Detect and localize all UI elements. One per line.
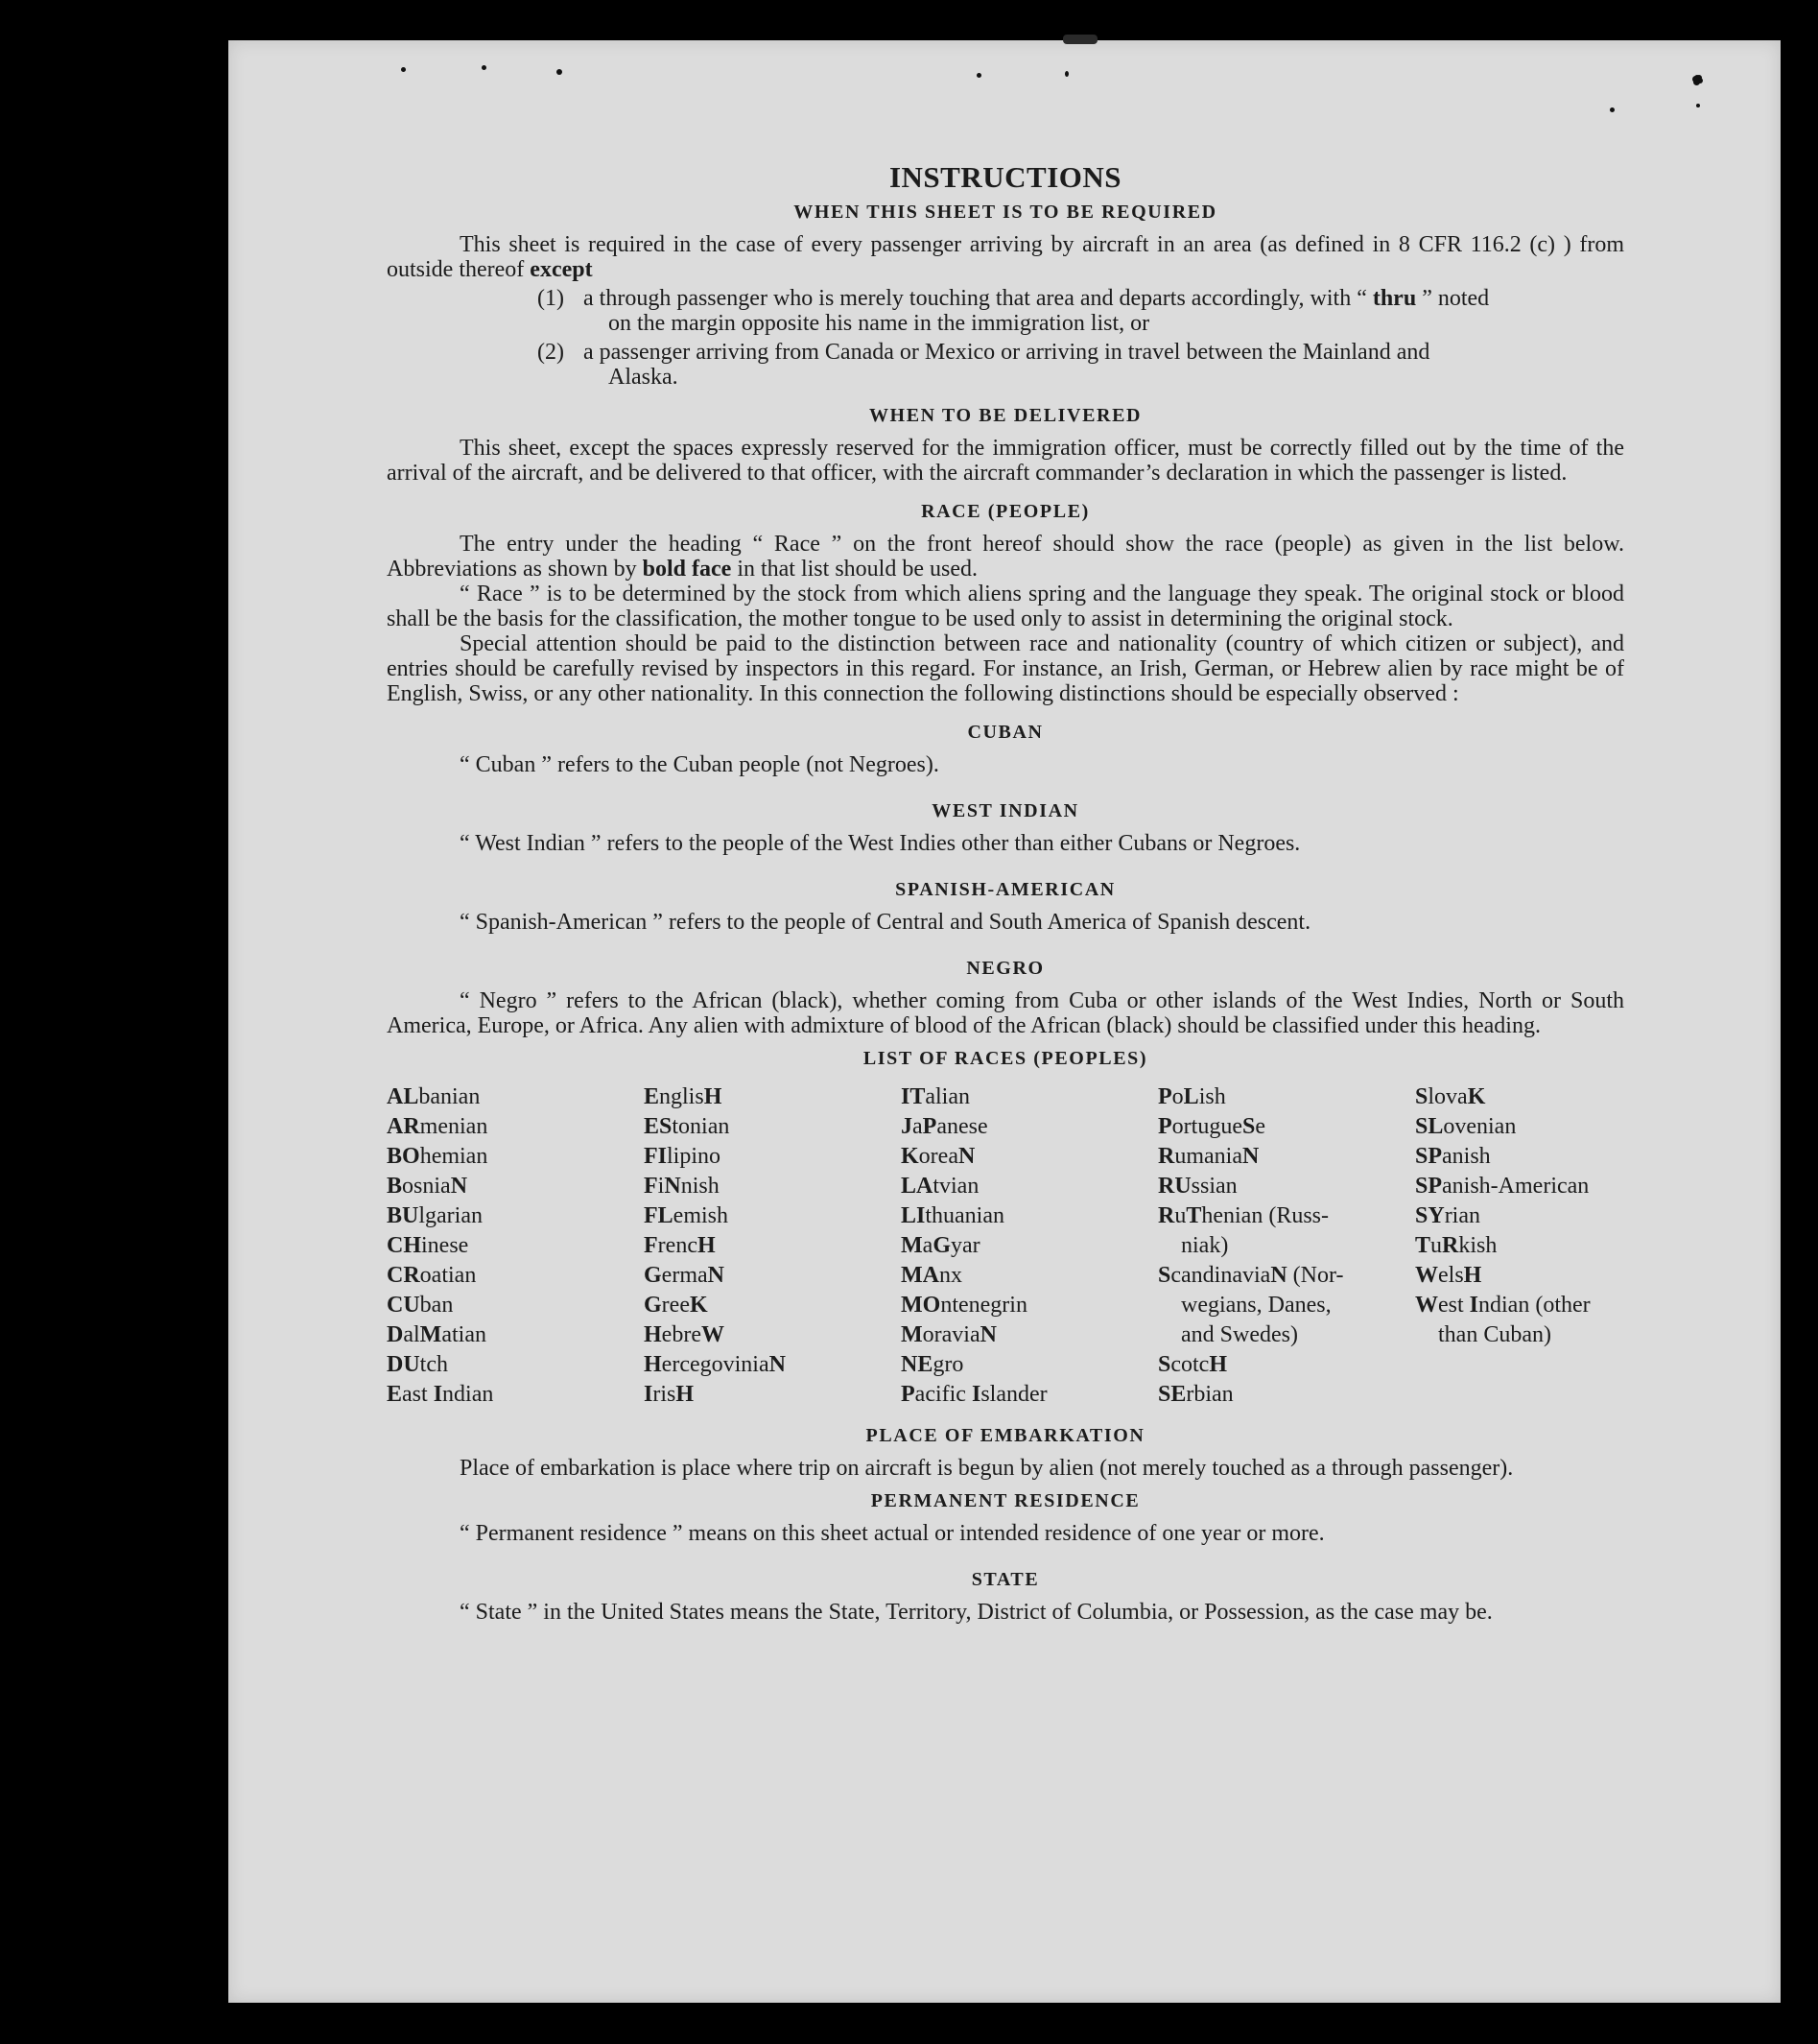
race-text: nglis [659, 1084, 704, 1109]
heading-west-indian: WEST INDIAN [932, 800, 1079, 821]
race-abbreviation: LI [901, 1203, 926, 1228]
race-text: anese [936, 1114, 988, 1139]
race-abbreviation: G [644, 1263, 662, 1288]
race-text: tonian [672, 1114, 730, 1139]
race-item [901, 1350, 1158, 1380]
race-text: candinavia [1170, 1263, 1271, 1288]
race-abbreviation: W [1415, 1293, 1438, 1318]
races-column-2 [644, 1082, 901, 1410]
paragraph-race-3: Special attention should be paid to the distinction between race and nationality (country of which citizen or subject), and entries should be carefully revised by inspectors in this regard. For instance, an Irish, German, or Hebrew alien by race might be of English, Swiss, or any other nationality. In this connection the following distinctions should be especially observed : [387, 631, 1624, 706]
race-text: osnia [402, 1174, 451, 1199]
race-text: menian [419, 1114, 488, 1139]
clause-text-part: ” noted [1416, 286, 1490, 311]
race-abbreviation: FL [644, 1203, 673, 1228]
race-abbreviation: R [1442, 1233, 1459, 1258]
race-text: ovenian [1443, 1114, 1517, 1139]
race-abbreviation: BU [387, 1203, 419, 1228]
race-text: erma [661, 1263, 708, 1288]
races-column-4 [1158, 1082, 1415, 1410]
race-text: i [657, 1174, 665, 1199]
race-item [1158, 1231, 1415, 1261]
race-item [644, 1201, 901, 1231]
clause-text [583, 340, 1624, 390]
race-item [1158, 1291, 1415, 1320]
race-item [1415, 1172, 1626, 1201]
race-abbreviation: SE [1158, 1382, 1187, 1407]
race-item [387, 1261, 644, 1291]
race-text: rbian [1186, 1382, 1234, 1407]
paragraph-required [387, 232, 1624, 282]
page-title: INSTRUCTIONS [888, 160, 1121, 194]
race-abbreviation: K [1467, 1084, 1486, 1109]
race-item [901, 1380, 1158, 1410]
race-abbreviation: I [1469, 1293, 1479, 1318]
race-item [644, 1142, 901, 1172]
race-text: ssian [1191, 1174, 1238, 1199]
race-text: a [922, 1233, 933, 1258]
paragraph-text: The entry under the heading “ Race ” on the front hereof should show the race (people) as given in the list below. Abbreviations as shown by [387, 532, 1624, 582]
paragraph-race-1 [387, 532, 1624, 582]
race-text: o [1171, 1084, 1184, 1109]
race-abbreviation: SY [1415, 1203, 1445, 1228]
heading-when-delivered: WHEN TO BE DELIVERED [868, 405, 1143, 426]
race-abbreviation: S [1241, 1114, 1256, 1139]
race-abbreviation: NE [901, 1352, 933, 1377]
race-item [644, 1112, 901, 1142]
clause-text-continuation: Alaska. [608, 365, 678, 390]
race-abbreviation: MA [901, 1263, 939, 1288]
race-abbreviation: G [933, 1233, 951, 1258]
race-abbreviation: N [450, 1174, 468, 1199]
race-abbreviation: ES [644, 1114, 673, 1139]
heading-list-of-races: LIST OF RACES (PEOPLES) [862, 1048, 1148, 1069]
race-text: renc [657, 1233, 697, 1258]
race-abbreviation: H [703, 1084, 722, 1109]
race-abbreviation: S [1415, 1084, 1428, 1109]
race-text: acific [914, 1382, 972, 1407]
race-abbreviation: P [901, 1382, 915, 1407]
race-item [387, 1231, 644, 1261]
race-abbreviation: H [675, 1382, 695, 1407]
bold-text: bold face [642, 557, 732, 582]
race-abbreviation: E [644, 1084, 660, 1109]
race-abbreviation: R [1158, 1144, 1175, 1169]
race-text: alian [925, 1084, 970, 1109]
races-column-5 [1415, 1082, 1626, 1410]
race-text: ndian [442, 1382, 494, 1407]
race-text: niak) [1181, 1233, 1229, 1258]
race-abbreviation: F [644, 1174, 658, 1199]
race-item [387, 1350, 644, 1380]
race-item [901, 1142, 1158, 1172]
race-text: a [912, 1114, 923, 1139]
race-abbreviation: D [387, 1322, 404, 1347]
race-abbreviation: S [1158, 1352, 1171, 1377]
race-text: ebre [661, 1322, 701, 1347]
race-abbreviation: CU [387, 1293, 420, 1318]
race-abbreviation: T [1415, 1233, 1431, 1258]
race-abbreviation: W [700, 1322, 724, 1347]
race-item [1158, 1172, 1415, 1201]
race-item [901, 1201, 1158, 1231]
race-item [1415, 1112, 1626, 1142]
race-text: lova [1428, 1084, 1468, 1109]
race-abbreviation: I [644, 1382, 653, 1407]
race-abbreviation: IT [901, 1084, 926, 1109]
scan-speck [977, 73, 981, 78]
race-item [1158, 1142, 1415, 1172]
race-abbreviation: F [644, 1233, 658, 1258]
race-item [1158, 1082, 1415, 1112]
paragraph-west-indian: “ West Indian ” refers to the people of the West Indies other than either Cubans or Negroes. [460, 831, 1301, 856]
race-text: kish [1458, 1233, 1498, 1258]
race-text: u [1430, 1233, 1443, 1258]
paragraph-race-2: “ Race ” is to be determined by the stock from which aliens spring and the language they speak. The original stock or blood shall be the basis for the classification, the mother tongue to be used only to assist in determining the original stock. [387, 582, 1624, 631]
race-text: nx [938, 1263, 962, 1288]
race-abbreviation: N [664, 1174, 681, 1199]
race-text: ast [402, 1382, 434, 1407]
race-item [1415, 1142, 1626, 1172]
race-abbreviation: M [901, 1233, 923, 1258]
heading-spanish-american: SPANISH-AMERICAN [895, 879, 1116, 900]
race-item [387, 1291, 644, 1320]
race-abbreviation: MO [901, 1293, 941, 1318]
clause-2 [537, 340, 1624, 390]
race-text: ree [661, 1293, 690, 1318]
race-abbreviation: AR [387, 1114, 420, 1139]
race-item [901, 1082, 1158, 1112]
race-abbreviation: N [980, 1322, 997, 1347]
race-abbreviation: LA [901, 1174, 933, 1199]
race-abbreviation: B [387, 1174, 403, 1199]
race-item [387, 1112, 644, 1142]
race-text: al [403, 1322, 420, 1347]
race-text: ntenegrin [940, 1293, 1027, 1318]
instructions-content [387, 160, 1624, 1625]
race-item [644, 1380, 901, 1410]
race-item [644, 1261, 901, 1291]
race-text: ban [419, 1293, 454, 1318]
race-abbreviation: E [387, 1382, 403, 1407]
race-abbreviation: G [644, 1293, 662, 1318]
race-abbreviation: BO [387, 1144, 420, 1169]
race-abbreviation: H [697, 1233, 716, 1258]
race-item [644, 1082, 901, 1112]
scan-speck [1610, 107, 1615, 112]
scan-speck [1696, 104, 1700, 107]
race-text: henian (Russ- [1201, 1203, 1330, 1228]
race-item [387, 1380, 644, 1410]
paragraph-text: This sheet is required in the case of every passenger arriving by aircraft in an area (as defined in 8 CFR 116.2 (c) ) from outside thereof [387, 232, 1624, 282]
race-item [1415, 1231, 1626, 1261]
race-item [644, 1320, 901, 1350]
race-item [1158, 1350, 1415, 1380]
race-abbreviation: M [901, 1322, 923, 1347]
race-abbreviation: FI [644, 1144, 667, 1169]
race-abbreviation: N [1241, 1144, 1260, 1169]
race-item [901, 1172, 1158, 1201]
race-text: umania [1174, 1144, 1242, 1169]
race-text: atian [441, 1322, 486, 1347]
race-item [644, 1350, 901, 1380]
race-item [1158, 1320, 1415, 1350]
paragraph-delivered: This sheet, except the spaces expressly reserved for the immigration officer, must be correctly filled out by the time of the arrival of the aircraft, and be delivered to that officer, with the aircraft commander’s declaration in which the passenger is listed. [387, 436, 1624, 486]
race-abbreviation: T [1186, 1203, 1202, 1228]
heading-cuban: CUBAN [967, 722, 1044, 743]
race-abbreviation: H [644, 1322, 662, 1347]
race-abbreviation: N [957, 1144, 976, 1169]
race-item [901, 1320, 1158, 1350]
race-text: rian [1444, 1203, 1480, 1228]
race-text: thuanian [925, 1203, 1004, 1228]
race-abbreviation: H [644, 1352, 662, 1377]
race-text: emish [673, 1203, 728, 1228]
paragraph-text: refers to the Cuban people (not Negroes). [556, 752, 939, 777]
race-abbreviation: K [689, 1293, 708, 1318]
race-abbreviation: RU [1158, 1174, 1192, 1199]
paragraph-negro: “ Negro ” refers to the African (black), whether coming from Cuba or other islands of the West Indies, North or South America, Europe, or Africa. Any alien with admixture of blood of the African (black) should be classified under this heading. [387, 988, 1624, 1038]
heading-when-required: WHEN THIS SHEET IS TO BE REQUIRED [793, 202, 1217, 223]
race-abbreviation: K [901, 1144, 919, 1169]
scan-speck [1692, 76, 1699, 83]
scan-mark [1063, 35, 1098, 44]
race-text: slander [980, 1382, 1048, 1407]
race-text: ris [652, 1382, 676, 1407]
heading-race: RACE (PEOPLE) [921, 501, 1090, 522]
race-text: lipino [667, 1144, 721, 1169]
race-item [387, 1201, 644, 1231]
race-abbreviation: N [768, 1352, 786, 1377]
race-text: cotc [1170, 1352, 1210, 1377]
scan-speck [1065, 71, 1069, 77]
race-item [901, 1112, 1158, 1142]
race-abbreviation: P [1158, 1084, 1172, 1109]
race-abbreviation: S [1158, 1263, 1171, 1288]
paragraph-state: “ State ” in the United States means the State, Territory, District of Columbia, or Possession, as the case may be. [460, 1600, 1493, 1625]
race-text: els [1438, 1263, 1464, 1288]
race-abbreviation: I [971, 1382, 981, 1407]
race-item [644, 1231, 901, 1261]
race-text: orea [918, 1144, 958, 1169]
races-column-1 [387, 1082, 644, 1410]
race-item [1415, 1201, 1626, 1231]
race-abbreviation: SP [1415, 1174, 1443, 1199]
paragraph-text: in that list should be used. [731, 557, 978, 582]
race-text: e [1255, 1114, 1265, 1139]
race-text: and Swedes) [1181, 1322, 1298, 1347]
scan-speck [556, 69, 562, 75]
document-sheet [228, 40, 1781, 2003]
race-text: banian [418, 1084, 481, 1109]
race-text: gro [933, 1352, 964, 1377]
paragraph-cuban [387, 752, 1624, 777]
race-abbreviation: R [1158, 1203, 1175, 1228]
race-text: oatian [419, 1263, 477, 1288]
paragraph-permanent-residence: “ Permanent residence ” means on this sheet actual or intended residence of one year or more. [460, 1521, 1325, 1546]
heading-negro: NEGRO [966, 958, 1045, 979]
race-item [644, 1291, 901, 1320]
clause-text-part: a passenger arriving from Canada or Mexico or arriving in travel between the Mainland and [583, 340, 1430, 365]
race-text: est [1438, 1293, 1470, 1318]
race-abbreviation: J [901, 1114, 912, 1139]
race-abbreviation: W [1415, 1263, 1438, 1288]
race-item [1415, 1261, 1626, 1291]
race-item [1158, 1201, 1415, 1231]
race-item [644, 1172, 901, 1201]
race-text: tvian [933, 1174, 980, 1199]
clause-text-continuation: on the margin opposite his name in the immigration list, or [608, 311, 1150, 336]
race-item [901, 1231, 1158, 1261]
race-abbreviation: L [1183, 1084, 1199, 1109]
race-text: oravia [922, 1322, 980, 1347]
race-text: than Cuban) [1438, 1322, 1551, 1347]
race-text: wegians, Danes, [1181, 1293, 1332, 1318]
race-abbreviation: I [433, 1382, 443, 1407]
race-item [901, 1261, 1158, 1291]
race-item [1415, 1320, 1626, 1350]
clause-number: (2) [537, 340, 564, 365]
race-text: yar [950, 1233, 980, 1258]
race-abbreviation: SP [1415, 1144, 1443, 1169]
race-item [1158, 1112, 1415, 1142]
race-item [1415, 1291, 1626, 1320]
race-text: ish [1198, 1084, 1226, 1109]
bold-text: except [530, 257, 593, 282]
race-item [1415, 1082, 1626, 1112]
race-text: tch [419, 1352, 448, 1377]
paragraph-embarkation: Place of embarkation is place where trip on aircraft is begun by alien (not merely touched as a through passenger). [460, 1456, 1514, 1481]
race-text: hemian [419, 1144, 488, 1169]
race-item [901, 1291, 1158, 1320]
clause-1 [537, 286, 1624, 336]
race-item [1158, 1380, 1415, 1410]
race-item [1158, 1261, 1415, 1291]
heading-embarkation: PLACE OF EMBARKATION [865, 1425, 1145, 1446]
paragraph-text: “ Cuban ” [460, 752, 557, 777]
scan-speck [401, 67, 406, 72]
clause-number: (1) [537, 286, 564, 311]
race-abbreviation: H [1209, 1352, 1228, 1377]
race-abbreviation: N [1270, 1263, 1287, 1288]
race-text: nish [680, 1174, 720, 1199]
race-abbreviation: CH [387, 1233, 421, 1258]
race-abbreviation: M [419, 1322, 442, 1347]
race-text: ortugue [1171, 1114, 1242, 1139]
race-abbreviation: P [1158, 1114, 1172, 1139]
race-text: ndian (other [1478, 1293, 1591, 1318]
bold-text: thru [1372, 286, 1417, 311]
race-abbreviation: DU [387, 1352, 420, 1377]
races-column-3 [901, 1082, 1158, 1410]
race-abbreviation: H [1463, 1263, 1482, 1288]
heading-state: STATE [971, 1569, 1040, 1590]
race-abbreviation: P [922, 1114, 937, 1139]
race-abbreviation: N [707, 1263, 724, 1288]
race-text: (Nor- [1287, 1263, 1344, 1288]
race-item [387, 1142, 644, 1172]
race-text: lgarian [418, 1203, 483, 1228]
race-item [387, 1320, 644, 1350]
clause-text-part: a through passenger who is merely touching that area and departs accordingly, with “ [583, 286, 1373, 311]
race-item [387, 1172, 644, 1201]
race-text: ercegovinia [661, 1352, 769, 1377]
race-abbreviation: AL [387, 1084, 419, 1109]
scan-speck [482, 65, 486, 70]
clause-text [583, 286, 1624, 336]
race-text: inese [421, 1233, 469, 1258]
race-text: anish-American [1442, 1174, 1590, 1199]
race-text: anish [1442, 1144, 1491, 1169]
race-item [387, 1082, 644, 1112]
race-abbreviation: SL [1415, 1114, 1444, 1139]
paragraph-spanish-american: “ Spanish-American ” refers to the people of Central and South America of Spanish descent. [460, 910, 1311, 935]
heading-permanent-residence: PERMANENT RESIDENCE [870, 1490, 1141, 1511]
race-abbreviation: CR [387, 1263, 420, 1288]
race-text: u [1174, 1203, 1187, 1228]
races-list [387, 1082, 1624, 1410]
